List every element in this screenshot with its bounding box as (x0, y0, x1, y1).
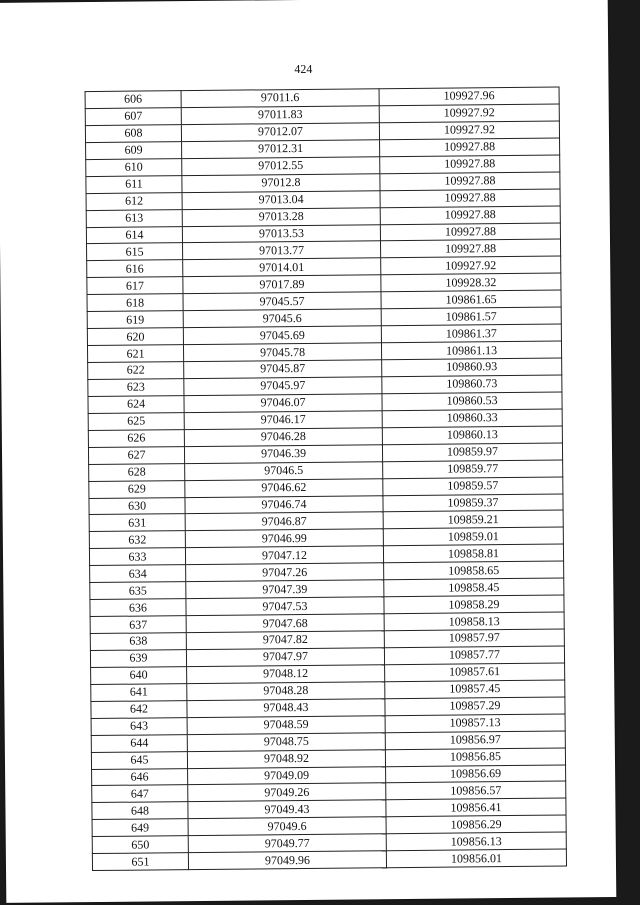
x-coordinate-cell: 97046.87 (185, 512, 383, 531)
y-coordinate-cell: 109856.57 (386, 781, 566, 800)
y-coordinate-cell: 109927.92 (381, 256, 561, 275)
x-coordinate-cell: 97049.43 (188, 800, 386, 819)
y-coordinate-cell: 109856.13 (386, 832, 566, 851)
point-number-cell: 606 (85, 91, 181, 109)
y-coordinate-cell: 109858.45 (384, 578, 564, 597)
point-number-cell: 609 (86, 141, 182, 159)
x-coordinate-cell: 97047.12 (185, 546, 383, 565)
x-coordinate-cell: 97011.83 (181, 106, 379, 125)
x-coordinate-cell: 97012.07 (181, 123, 379, 142)
x-coordinate-cell: 97048.75 (187, 732, 385, 751)
y-coordinate-cell: 109860.93 (382, 358, 562, 377)
y-coordinate-cell: 109927.88 (380, 239, 560, 258)
y-coordinate-cell: 109927.88 (380, 223, 560, 242)
point-number-cell: 647 (92, 785, 188, 803)
point-number-cell: 615 (87, 243, 183, 261)
y-coordinate-cell: 109856.01 (386, 849, 566, 868)
x-coordinate-cell: 97049.77 (188, 834, 386, 853)
point-number-cell: 625 (88, 412, 184, 430)
y-coordinate-cell: 109857.45 (385, 680, 565, 699)
x-coordinate-cell: 97011.6 (181, 89, 379, 108)
point-number-cell: 631 (89, 514, 185, 532)
x-coordinate-cell: 97047.82 (186, 631, 384, 650)
x-coordinate-cell: 97017.89 (183, 275, 381, 294)
point-number-cell: 649 (92, 819, 188, 837)
x-coordinate-cell: 97047.68 (186, 614, 384, 633)
x-coordinate-cell: 97046.07 (184, 394, 382, 413)
y-coordinate-cell: 109860.53 (382, 392, 562, 411)
x-coordinate-cell: 97046.99 (185, 529, 383, 548)
y-coordinate-cell: 109860.73 (382, 375, 562, 394)
point-number-cell: 613 (86, 209, 182, 227)
point-number-cell: 638 (90, 633, 186, 651)
y-coordinate-cell: 109861.57 (381, 307, 561, 326)
x-coordinate-cell: 97049.26 (188, 783, 386, 802)
point-number-cell: 633 (89, 548, 185, 566)
y-coordinate-cell: 109927.92 (379, 121, 559, 140)
y-coordinate-cell: 109856.29 (386, 815, 566, 834)
x-coordinate-cell: 97048.28 (187, 682, 385, 701)
y-coordinate-cell: 109857.97 (384, 629, 564, 648)
point-number-cell: 636 (90, 599, 186, 617)
y-coordinate-cell: 109859.21 (383, 510, 563, 529)
y-coordinate-cell: 109856.97 (385, 731, 565, 750)
x-coordinate-cell: 97047.26 (186, 563, 384, 582)
x-coordinate-cell: 97013.77 (183, 241, 381, 260)
point-number-cell: 628 (89, 463, 185, 481)
x-coordinate-cell: 97047.53 (186, 597, 384, 616)
y-coordinate-cell: 109857.13 (385, 714, 565, 733)
y-coordinate-cell: 109857.77 (384, 646, 564, 665)
y-coordinate-cell: 109860.33 (382, 409, 562, 428)
table-row (92, 849, 566, 870)
x-coordinate-cell: 97013.53 (182, 224, 380, 243)
point-number-cell: 618 (87, 294, 183, 312)
y-coordinate-cell: 109861.37 (381, 324, 561, 343)
y-coordinate-cell: 109859.97 (382, 443, 562, 462)
x-coordinate-cell: 97049.6 (188, 817, 386, 836)
x-coordinate-cell: 97047.39 (186, 580, 384, 599)
point-number-cell: 607 (85, 108, 181, 126)
y-coordinate-cell: 109859.37 (383, 493, 563, 512)
y-coordinate-cell: 109859.77 (383, 460, 563, 479)
x-coordinate-cell: 97012.55 (182, 156, 380, 175)
point-number-cell: 632 (89, 531, 185, 549)
point-number-cell: 616 (87, 260, 183, 278)
x-coordinate-cell: 97046.62 (185, 478, 383, 497)
page-number: 424 (294, 61, 313, 77)
y-coordinate-cell: 109856.85 (385, 748, 565, 767)
point-number-cell: 629 (89, 480, 185, 498)
x-coordinate-cell: 97045.87 (184, 360, 382, 379)
coordinates-table (85, 87, 567, 872)
y-coordinate-cell: 109927.96 (379, 87, 559, 106)
point-number-cell: 608 (85, 125, 181, 143)
y-coordinate-cell: 109859.57 (383, 477, 563, 496)
y-coordinate-cell: 109927.88 (380, 189, 560, 208)
point-number-cell: 645 (91, 751, 187, 769)
x-coordinate-cell: 97046.28 (184, 427, 382, 446)
point-number-cell: 637 (90, 616, 186, 634)
x-coordinate-cell: 97047.97 (186, 648, 384, 667)
y-coordinate-cell: 109858.65 (384, 561, 564, 580)
point-number-cell: 614 (86, 226, 182, 244)
point-number-cell: 619 (87, 311, 183, 329)
x-coordinate-cell: 97045.6 (183, 309, 381, 328)
y-coordinate-cell: 109856.69 (386, 764, 566, 783)
x-coordinate-cell: 97014.01 (183, 258, 381, 277)
point-number-cell: 617 (87, 277, 183, 295)
x-coordinate-cell: 97045.97 (184, 377, 382, 396)
y-coordinate-cell: 109856.41 (386, 798, 566, 817)
point-number-cell: 621 (87, 345, 183, 363)
point-number-cell: 641 (91, 683, 187, 701)
point-number-cell: 626 (88, 429, 184, 447)
point-number-cell: 627 (88, 446, 184, 464)
y-coordinate-cell: 109927.88 (380, 138, 560, 157)
x-coordinate-cell: 97048.12 (187, 665, 385, 684)
point-number-cell: 610 (86, 158, 182, 176)
x-coordinate-cell: 97046.5 (185, 461, 383, 480)
point-number-cell: 639 (90, 650, 186, 668)
point-number-cell: 643 (91, 717, 187, 735)
x-coordinate-cell: 97048.43 (187, 698, 385, 717)
x-coordinate-cell: 97012.31 (182, 140, 380, 159)
point-number-cell: 646 (92, 768, 188, 786)
y-coordinate-cell: 109928.32 (381, 273, 561, 292)
point-number-cell: 622 (88, 362, 184, 380)
y-coordinate-cell: 109927.88 (380, 155, 560, 174)
x-coordinate-cell: 97046.17 (184, 411, 382, 430)
y-coordinate-cell: 109857.29 (385, 697, 565, 716)
point-number-cell: 630 (89, 497, 185, 515)
x-coordinate-cell: 97048.92 (187, 749, 385, 768)
point-number-cell: 635 (90, 582, 186, 600)
point-number-cell: 612 (86, 192, 182, 210)
point-number-cell: 634 (90, 565, 186, 583)
y-coordinate-cell: 109858.81 (383, 544, 563, 563)
x-coordinate-cell: 97045.57 (183, 292, 381, 311)
y-coordinate-cell: 109861.65 (381, 290, 561, 309)
point-number-cell: 648 (92, 802, 188, 820)
x-coordinate-cell: 97049.96 (188, 851, 386, 870)
point-number-cell: 623 (88, 379, 184, 397)
y-coordinate-cell: 109861.13 (381, 341, 561, 360)
point-number-cell: 642 (91, 700, 187, 718)
x-coordinate-cell: 97045.78 (183, 343, 381, 362)
coordinates-table-body (85, 87, 566, 871)
point-number-cell: 650 (92, 836, 188, 854)
y-coordinate-cell: 109858.13 (384, 612, 564, 631)
x-coordinate-cell: 97048.59 (187, 715, 385, 734)
x-coordinate-cell: 97046.74 (185, 495, 383, 514)
point-number-cell: 644 (91, 734, 187, 752)
y-coordinate-cell: 109927.92 (379, 104, 559, 123)
point-number-cell: 640 (91, 666, 187, 684)
y-coordinate-cell: 109859.01 (383, 527, 563, 546)
y-coordinate-cell: 109858.29 (384, 595, 564, 614)
point-number-cell: 624 (88, 396, 184, 414)
y-coordinate-cell: 109860.13 (382, 426, 562, 445)
y-coordinate-cell: 109927.88 (380, 206, 560, 225)
x-coordinate-cell: 97012.8 (182, 173, 380, 192)
y-coordinate-cell: 109927.88 (380, 172, 560, 191)
point-number-cell: 620 (87, 328, 183, 346)
point-number-cell: 611 (86, 175, 182, 193)
x-coordinate-cell: 97046.39 (184, 444, 382, 463)
x-coordinate-cell: 97049.09 (188, 766, 386, 785)
y-coordinate-cell: 109857.61 (385, 663, 565, 682)
x-coordinate-cell: 97045.69 (183, 326, 381, 345)
point-number-cell: 651 (92, 853, 188, 871)
x-coordinate-cell: 97013.28 (182, 207, 380, 226)
x-coordinate-cell: 97013.04 (182, 190, 380, 209)
